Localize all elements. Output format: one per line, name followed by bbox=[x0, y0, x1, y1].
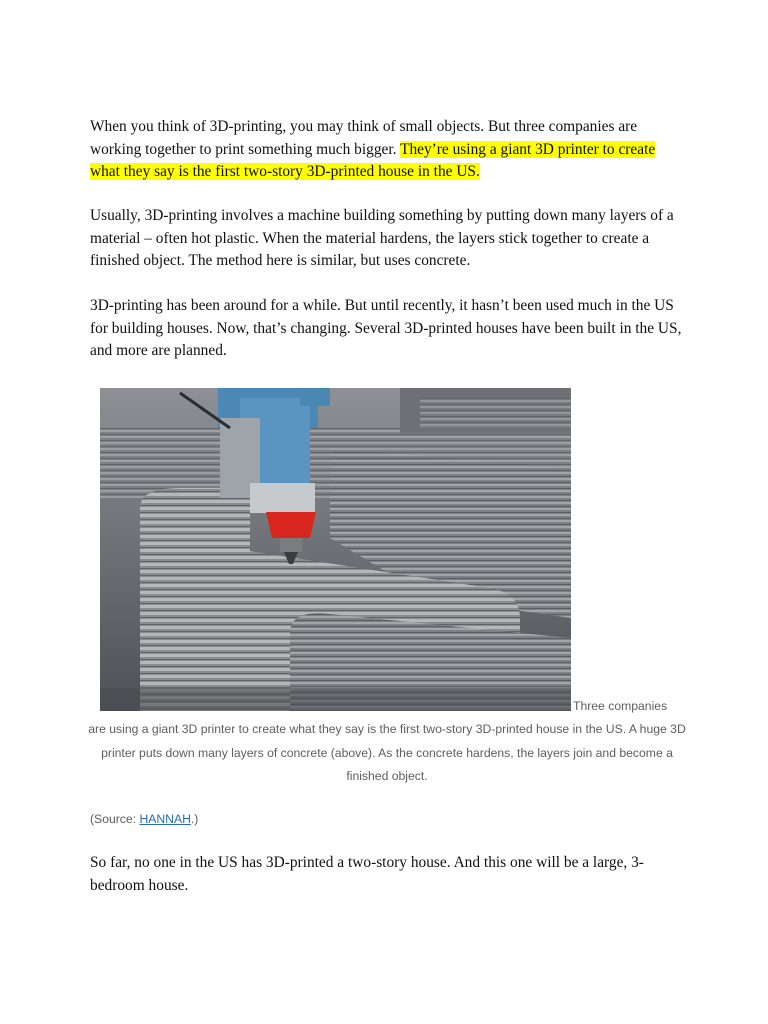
caption-first-line: Three companies bbox=[573, 699, 668, 713]
source-suffix: .) bbox=[190, 812, 199, 826]
paragraph-intro bbox=[90, 116, 685, 184]
paragraph-history: 3D-printing has been around for a while. But until recently, it hasn’t been used much in the US for building houses. Now, that’s changing. Several 3D-printed houses have been built in the US, and more are planned. bbox=[90, 297, 682, 359]
source-prefix: (Source: bbox=[90, 812, 140, 826]
paragraph-method: Usually, 3D-printing involves a machine building something by putting down many layers of a material – often hot plastic. When the material hardens, the layers stick together to create a finished object. The method here is similar, but uses concrete. bbox=[90, 207, 674, 269]
concrete-printer-photo bbox=[100, 388, 571, 711]
source-link[interactable]: HANNAH bbox=[139, 812, 191, 826]
caption-body: are using a giant 3D printer to create what they say is the first two-story 3D-printed house in the US. A huge 3D printer puts down many layers of concrete (above). As the concrete hardens, the layers join and become a finished object. bbox=[88, 722, 686, 783]
paragraph-intro-text: When you think of 3D-printing, you may think of small objects. But three companies are working together to print something much bigger. bbox=[90, 118, 638, 158]
source-credit bbox=[90, 809, 198, 829]
paragraph-closing: So far, no one in the US has 3D-printed a two-story house. And this one will be a large, 3-bedroom house. bbox=[90, 854, 644, 894]
highlighted-sentence: They’re using a giant 3D printer to create what they say is the first two-story 3D-printed house in the US. bbox=[90, 140, 656, 180]
